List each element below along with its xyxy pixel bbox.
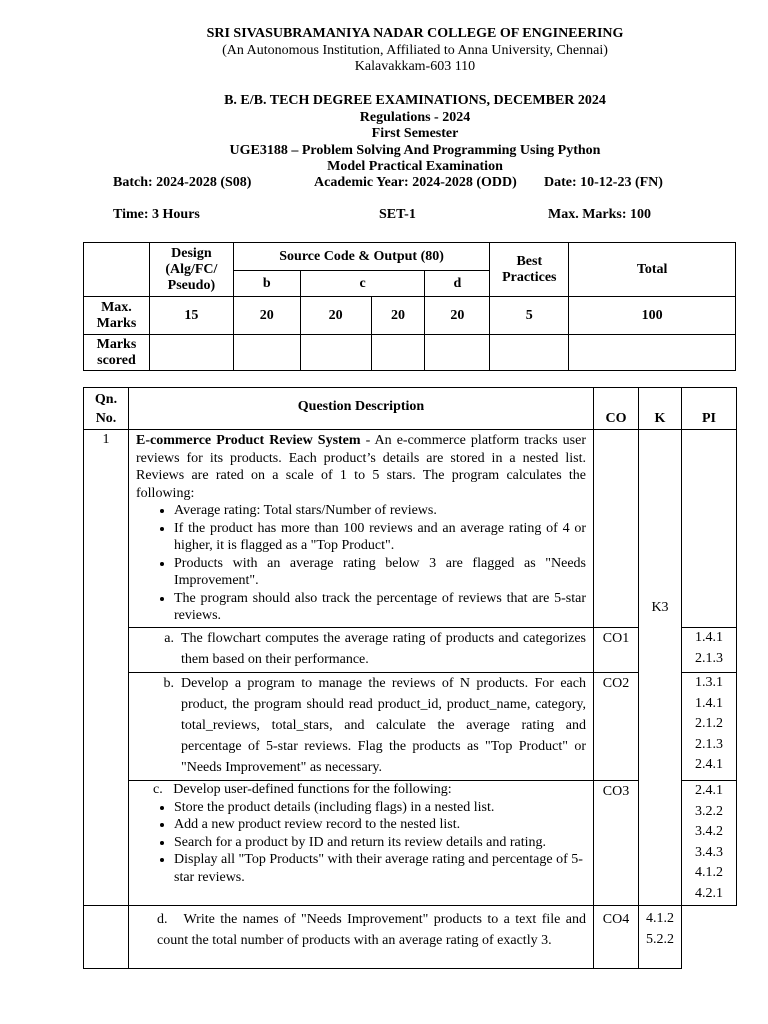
question-table [83, 387, 737, 969]
list-item: • The program should also track the percentage of reviews that are 5-star reviews. [174, 590, 586, 625]
college-name: SRI SIVASUBRAMANIYA NADAR COLLEGE OF ENGINEERING [206, 26, 624, 41]
regulations: Regulations - 2024 [359, 109, 471, 125]
k-level: K3 [639, 430, 682, 906]
academic-year: Academic Year: 2024-2028 (ODD) [314, 175, 517, 190]
exam-date: Date: 10-12-23 (FN) [544, 175, 663, 190]
course-title: UGE3188 – Problem Solving And Programming Using Python [229, 142, 601, 158]
co-header: CO [594, 388, 639, 430]
part-label: b. [163, 676, 174, 691]
pi-value: 2.1.3 [695, 650, 723, 666]
question-bullets [136, 502, 586, 625]
affiliation: (An Autonomous Institution, Affiliated to Anna University, Chennai) [222, 42, 608, 58]
sub-header-b: b [233, 271, 300, 297]
part-text: Develop a program to manage the reviews of N products. For each product, the program should read product_id, product_name, category, total_reviews, total_stars, and calculate the average rating and percentage of 5-star reviews. Flag the products as "Top Product" or "Needs Improvement" as necessary. [181, 676, 586, 775]
co-value: CO2 [594, 673, 639, 781]
pi-values [682, 781, 737, 906]
time: Time: 3 Hours [113, 207, 200, 222]
pi-values [682, 673, 737, 781]
exam-header [0, 93, 768, 176]
marks-scored-label: Marks scored [84, 335, 150, 371]
marks-scored-cell[interactable] [300, 335, 371, 371]
question-intro-cell [129, 430, 594, 628]
description-header: Question Description [129, 388, 594, 430]
pi-value: 2.1.3 [695, 736, 723, 752]
max-marks: Max. Marks: 100 [548, 207, 652, 222]
part-a [129, 628, 594, 673]
part-text: Write the names of "Needs Improvement" products to a text file and count the total number of products with an average rating of exactly 3. [157, 912, 587, 948]
max-marks-label: Max. Marks [84, 297, 150, 335]
pi-value: 3.4.3 [695, 844, 723, 860]
question-title: E-commerce Product Review System [136, 433, 361, 448]
pi-values [639, 906, 682, 969]
part-c-bullets [136, 799, 586, 887]
part-label: a. [164, 631, 174, 646]
batch: Batch: 2024-2028 (S08) [113, 175, 252, 190]
location: Kalavakkam-603 110 [354, 59, 476, 74]
max-marks-b: 20 [233, 297, 300, 335]
pi-value: 1.4.1 [695, 630, 723, 645]
marks-scored-cell[interactable] [569, 335, 736, 371]
pi-value: 4.1.2 [695, 865, 723, 880]
marks-corner-cell [84, 243, 150, 297]
sub-header-c: c [300, 271, 425, 297]
co-empty [594, 430, 639, 628]
list-item: • Products with an average rating below 3 are flagged as "Needs Improvement". [174, 555, 586, 590]
marks-scored-cell[interactable] [233, 335, 300, 371]
part-text: Develop user-defined functions for the following: [173, 782, 452, 797]
list-item: • Average rating: Total stars/Number of reviews. [174, 502, 586, 520]
marks-scored-cell[interactable] [371, 335, 425, 371]
total-header: Total [569, 243, 736, 297]
pi-value: 3.4.2 [695, 824, 723, 839]
part-label: c. [153, 782, 163, 797]
sub-header-d: d [425, 271, 490, 297]
part-b [129, 673, 594, 781]
marks-scored-cell[interactable] [425, 335, 490, 371]
marks-table [83, 242, 736, 371]
pi-values [682, 628, 737, 673]
co-value: CO3 [594, 781, 639, 906]
set-number: SET-1 [379, 207, 416, 222]
list-item: • Search for a product by ID and return its review details and rating. [174, 834, 586, 852]
pi-empty [682, 430, 737, 628]
marks-scored-cell[interactable] [149, 335, 233, 371]
pi-value: 3.2.2 [695, 803, 723, 819]
co-value: CO4 [594, 906, 639, 969]
pi-value: 2.4.1 [695, 757, 723, 772]
pi-value: 1.4.1 [695, 695, 723, 711]
exam-type: Model Practical Examination [327, 159, 503, 174]
pi-value: 1.3.1 [695, 675, 723, 690]
source-code-header: Source Code & Output (80) [233, 243, 489, 271]
part-d [129, 906, 594, 969]
best-practices-header: Best Practices [490, 243, 569, 297]
part-c [129, 781, 594, 906]
pi-value: 2.4.1 [695, 783, 723, 798]
pi-value: 2.1.2 [695, 716, 723, 731]
list-item: • Display all "Top Products" with their average rating and percentage of 5-star reviews. [174, 851, 586, 886]
max-marks-total: 100 [569, 297, 736, 335]
exam-title: B. E/B. TECH DEGREE EXAMINATIONS, DECEMBER 2024 [224, 93, 606, 108]
max-marks-c1: 20 [300, 297, 371, 335]
list-item: • Add a new product review record to the nested list. [174, 816, 586, 834]
question-intro: - An e-commerce platform tracks user reviews for its products. Each product’s details are stored in a nested list. Reviews are rated on a scale of 1 to 5 stars. The program calculates the following: [136, 433, 586, 501]
co-value: CO1 [594, 628, 639, 673]
pi-value: 4.2.1 [695, 885, 723, 901]
qn-header: Qn. No. [84, 388, 129, 430]
max-marks-c2: 20 [371, 297, 425, 335]
semester: First Semester [371, 126, 459, 141]
part-label: d. [157, 912, 168, 927]
list-item: • Store the product details (including flags) in a nested list. [174, 799, 586, 817]
pi-value: 5.2.2 [646, 931, 674, 947]
design-header: Design (Alg/FC/ Pseudo) [149, 243, 233, 297]
pi-value: 4.1.2 [646, 911, 674, 926]
qn-empty [84, 906, 129, 969]
max-marks-best: 5 [490, 297, 569, 335]
k-header: K [639, 388, 682, 430]
marks-scored-cell[interactable] [490, 335, 569, 371]
part-text: The flowchart computes the average rating of products and categorizes them based on their performance. [181, 631, 586, 667]
pi-header: PI [682, 388, 737, 430]
document-header [0, 26, 768, 76]
max-marks-design: 15 [149, 297, 233, 335]
question-number: 1 [84, 430, 129, 906]
max-marks-d: 20 [425, 297, 490, 335]
list-item: • If the product has more than 100 reviews and an average rating of 4 or higher, it is flagged as a "Top Product". [174, 520, 586, 555]
